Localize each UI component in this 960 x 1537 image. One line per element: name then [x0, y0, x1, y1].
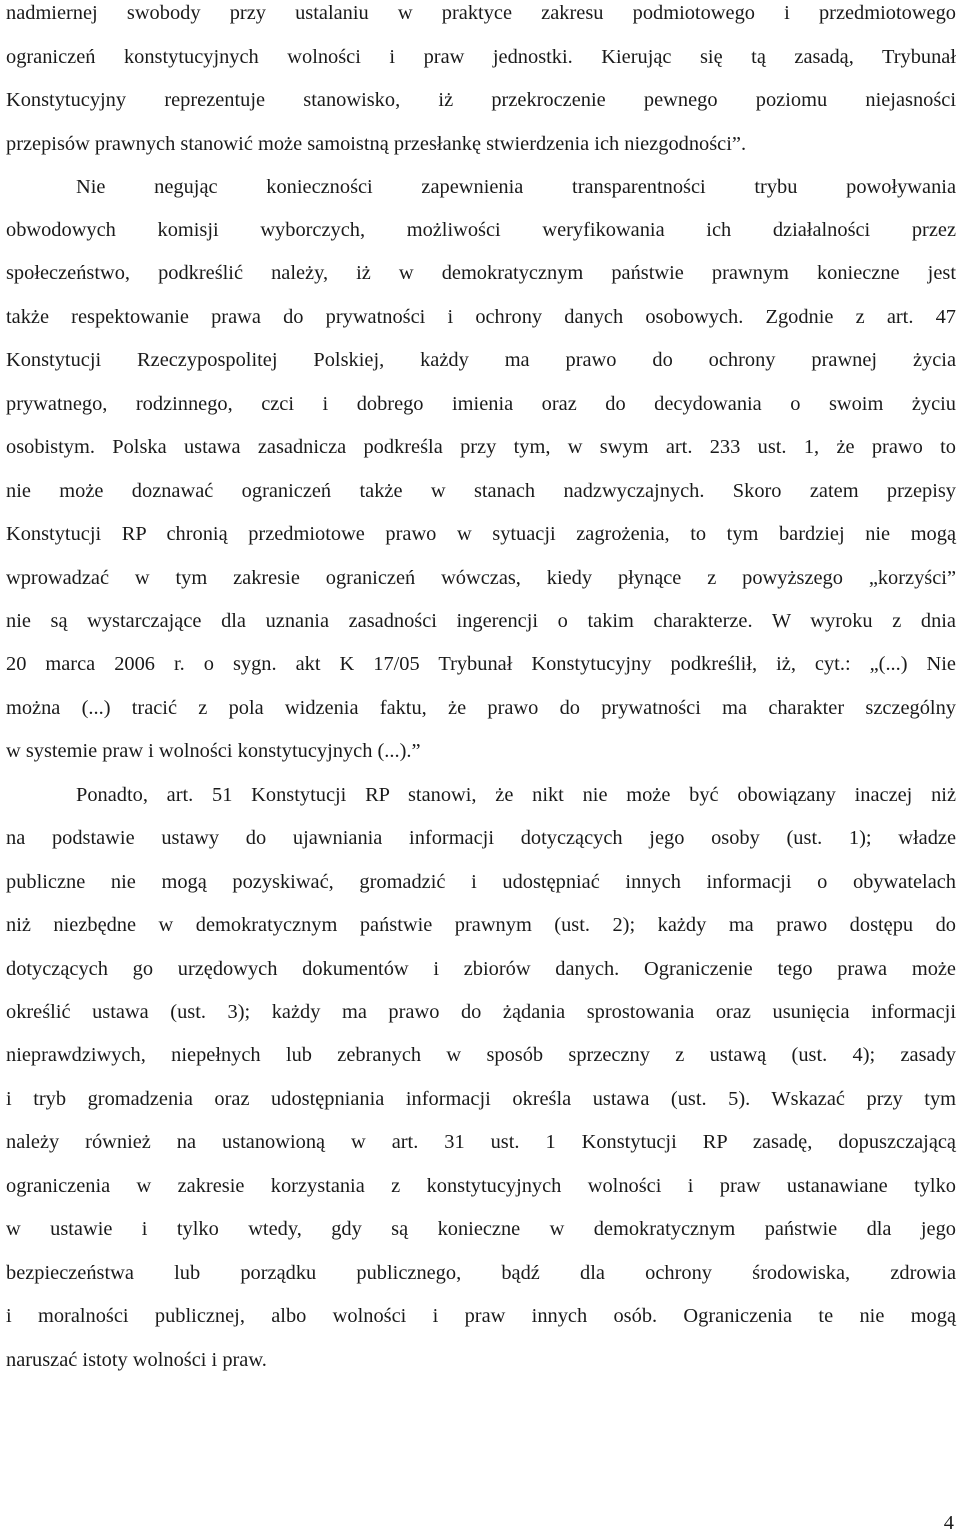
- text-line: Konstytucyjny reprezentuje stanowisko, iż przekroczenie pewnego poziomu niejasności: [6, 89, 956, 111]
- text-line: w ustawie i tylko wtedy, gdy są konieczne w demokratycznym państwie dla jego: [6, 1218, 956, 1240]
- paragraph-first-line: Nie negując konieczności zapewnienia transparentności trybu powoływania: [76, 176, 956, 198]
- text-line: społeczeństwo, podkreślić należy, iż w demokratycznym państwie prawnym konieczne jest: [6, 262, 956, 284]
- text-line: 20 marca 2006 r. o sygn. akt K 17/05 Trybunał Konstytucyjny podkreślił, iż, cyt.: „(...) Nie: [6, 653, 956, 675]
- page-number: 4: [943, 1512, 954, 1534]
- text-line: także respektowanie prawa do prywatności i ochrony danych osobowych. Zgodnie z art. 47: [6, 306, 956, 328]
- text-line: nieprawdziwych, niepełnych lub zebranych w sposób sprzeczny z ustawą (ust. 4); zasady: [6, 1044, 956, 1066]
- text-line: obwodowych komisji wyborczych, możliwości weryfikowania ich działalności przez: [6, 219, 956, 241]
- text-line: prywatnego, rodzinnego, czci i dobrego imienia oraz do decydowania o swoim życiu: [6, 393, 956, 415]
- text-line: bezpieczeństwa lub porządku publicznego, bądź dla ochrony środowiska, zdrowia: [6, 1262, 956, 1284]
- text-line: przepisów prawnych stanowić może samoistną przesłankę stwierdzenia ich niezgodności”.: [6, 133, 747, 155]
- text-line: określić ustawa (ust. 3); każdy ma prawo do żądania sprostowania oraz usunięcia informacji: [6, 1001, 956, 1023]
- text-line: można (...) tracić z pola widzenia faktu, że prawo do prywatności ma charakter szczególny: [6, 697, 956, 719]
- text-line: wprowadzać w tym zakresie ograniczeń wówczas, kiedy płynące z powyższego „korzyści”: [6, 567, 956, 589]
- text-line: dotyczących go urzędowych dokumentów i zbiorów danych. Ograniczenie tego prawa może: [6, 958, 956, 980]
- text-line: nie może doznawać ograniczeń także w stanach nadzwyczajnych. Skoro zatem przepisy: [6, 480, 956, 502]
- text-line: ograniczenia w zakresie korzystania z konstytucyjnych wolności i praw ustanawiane tylko: [6, 1175, 956, 1197]
- text-line: i moralności publicznej, albo wolności i praw innych osób. Ograniczenia te nie mogą: [6, 1305, 956, 1327]
- text-line: i tryb gromadzenia oraz udostępniania informacji określa ustawa (ust. 5). Wskazać przy tym: [6, 1088, 956, 1110]
- paragraph-first-line: Ponadto, art. 51 Konstytucji RP stanowi, że nikt nie może być obowiązany inaczej niż: [76, 784, 956, 806]
- text-line: Konstytucji Rzeczypospolitej Polskiej, każdy ma prawo do ochrony prawnej życia: [6, 349, 956, 371]
- text-line: naruszać istoty wolności i praw.: [6, 1349, 267, 1371]
- text-line: w systemie praw i wolności konstytucyjnych (...).”: [6, 740, 421, 762]
- text-line: publiczne nie mogą pozyskiwać, gromadzić i udostępniać innych informacji o obywatelach: [6, 871, 956, 893]
- text-line: na podstawie ustawy do ujawniania informacji dotyczących jego osoby (ust. 1); władze: [6, 827, 956, 849]
- text-line: ograniczeń konstytucyjnych wolności i praw jednostki. Kierując się tą zasadą, Trybunał: [6, 46, 956, 68]
- text-line: nie są wystarczające dla uznania zasadności ingerencji o takim charakterze. W wyroku z dnia: [6, 610, 956, 632]
- text-line: nadmiernej swobody przy ustalaniu w praktyce zakresu podmiotowego i przedmiotowego: [6, 2, 956, 24]
- text-line: osobistym. Polska ustawa zasadnicza podkreśla przy tym, w swym art. 233 ust. 1, że prawo to: [6, 436, 956, 458]
- text-line: należy również na ustanowioną w art. 31 ust. 1 Konstytucji RP zasadę, dopuszczającą: [6, 1131, 956, 1153]
- text-line: Konstytucji RP chronią przedmiotowe prawo w sytuacji zagrożenia, to tym bardziej nie mogą: [6, 523, 956, 545]
- text-line: niż niezbędne w demokratycznym państwie prawnym (ust. 2); każdy ma prawo dostępu do: [6, 914, 956, 936]
